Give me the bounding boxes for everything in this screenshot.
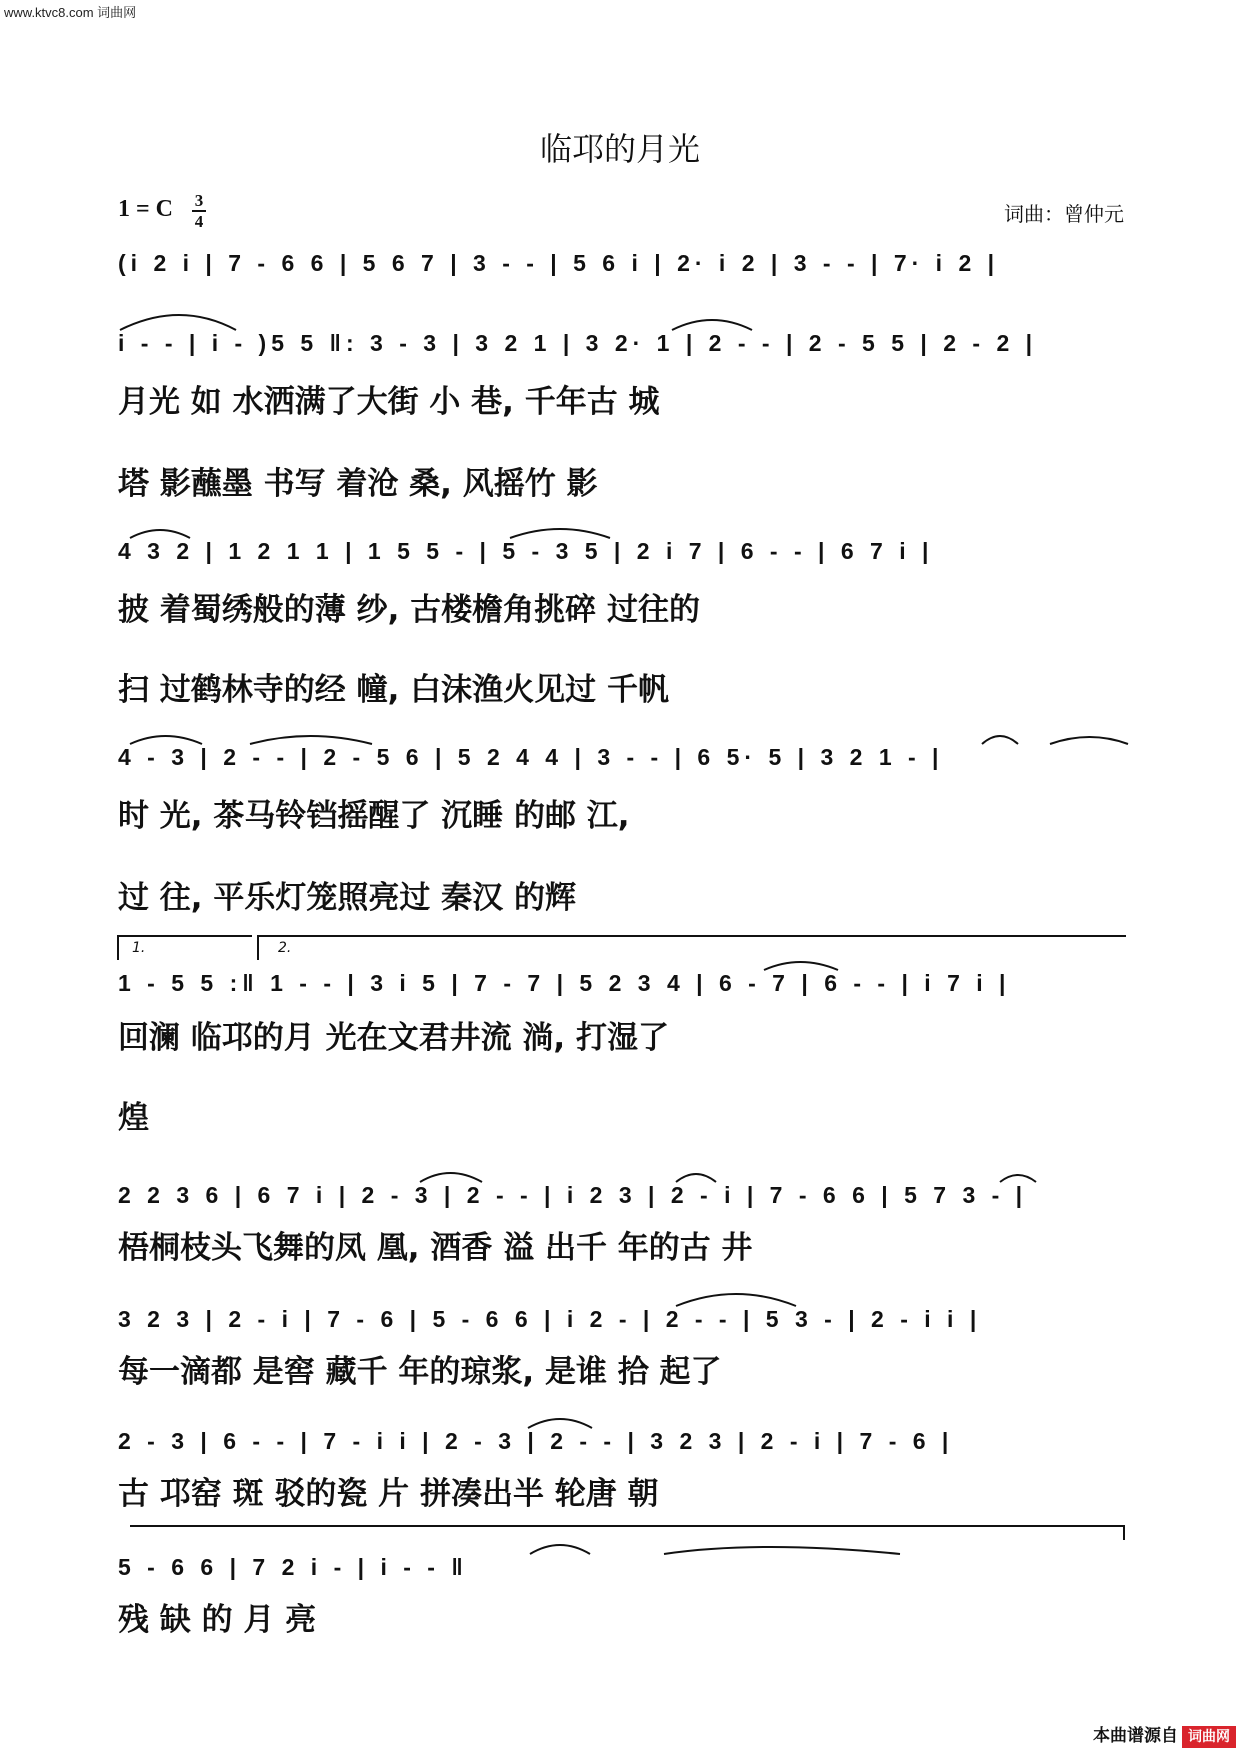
lyric-line-9: 残 缺 的 月 亮: [118, 1602, 317, 1638]
notation-line-2: i - - | i - )5 5 ‖: 3 - 3 | 3 2 1 | 3 2· 1 | 2 - - | 2 - 5 5 | 2 - 2 |: [118, 330, 1038, 356]
slur: [982, 736, 1018, 744]
key-signature: 1 = C: [118, 196, 174, 222]
slur: [130, 736, 202, 744]
volta-bracket: [258, 936, 1126, 960]
time-signature-top: 3: [194, 191, 204, 210]
lyric-line-2a: 月光 如 水洒满了大街 小 巷, 千年古 城: [118, 384, 660, 420]
slur: [120, 315, 236, 330]
notation-line-7: 3 2 3 | 2 - i | 7 - 6 | 5 - 6 6 | i 2 - | 2 - - | 5 3 - | 2 - i i |: [118, 1306, 982, 1332]
lyric-line-5a: 回澜 临邛的月 光在文君井流 淌, 打湿了: [118, 1020, 669, 1056]
notation-line-8: 2 - 3 | 6 - - | 7 - i i | 2 - 3 | 2 - - | 3 2 3 | 2 - i | 7 - 6 |: [118, 1428, 954, 1454]
slur: [420, 1173, 482, 1182]
lyric-line-4b: 过 往, 平乐灯笼照亮过 秦汉 的辉: [118, 880, 576, 916]
lyric-line-7: 每一滴都 是窖 藏千 年的琼浆, 是谁 拾 起了: [118, 1354, 722, 1390]
slur: [672, 320, 752, 330]
lyric-line-2b: 塔 影蘸墨 书写 着沧 桑, 风摇竹 影: [118, 466, 598, 502]
volta-first-ending: 1.: [132, 940, 146, 956]
coda-bracket: [130, 1526, 1124, 1540]
slur: [528, 1419, 592, 1428]
slur: [676, 1174, 716, 1182]
song-title: 临邛的月光: [539, 130, 700, 168]
notation-line-9: 5 - 6 6 | 7 2 i - | i - - ‖: [118, 1554, 468, 1580]
notation-line-3: 4 3 2 | 1 2 1 1 | 1 5 5 - | 5 - 3 5 | 2 i 7 | 6 - - | 6 7 i |: [118, 538, 934, 564]
volta-second-ending: 2.: [278, 940, 292, 956]
slur: [130, 530, 190, 538]
slur: [764, 962, 838, 970]
source-caption: 本曲谱源自: [1093, 1726, 1178, 1746]
notation-line-1: (i 2 i | 7 - 6 6 | 5 6 7 | 3 - - | 5 6 i | 2· i 2 | 3 - - | 7· i 2 |: [118, 250, 1000, 276]
site-badge[interactable]: 词曲网: [1182, 1726, 1236, 1748]
slur: [676, 1294, 796, 1306]
slur: [1050, 737, 1128, 744]
notation-line-4: 4 - 3 | 2 - - | 2 - 5 6 | 5 2 4 4 | 3 - - | 6 5· 5 | 3 2 1 - |: [118, 744, 944, 770]
slur: [250, 736, 372, 744]
slur: [530, 1545, 590, 1554]
slur: [664, 1547, 900, 1554]
lyric-line-5b: 煌: [118, 1100, 149, 1136]
lyric-line-3b: 扫 过鹤林寺的经 幢, 白沫渔火见过 千帆: [118, 672, 669, 708]
lyric-line-8: 古 邛窑 斑 驳的瓷 片 拼凑出半 轮唐 朝: [118, 1476, 659, 1512]
site-watermark: www.ktvc8.com 词曲网: [4, 5, 137, 20]
composer-credit: 词曲：曾仲元: [1004, 202, 1124, 226]
notation-line-5: 1 - 5 5 :‖ 1 - - | 3 i 5 | 7 - 7 | 5 2 3 4 | 6 - 7 | 6 - - | i 7 i |: [118, 970, 1011, 996]
slur: [510, 529, 610, 538]
time-signature-bottom: 4: [194, 212, 204, 231]
lyric-line-6: 梧桐枝头飞舞的凤 凰, 酒香 溢 出千 年的古 井: [118, 1230, 753, 1266]
lyric-line-4a: 时 光, 茶马铃铛摇醒了 沉睡 的邮 江,: [118, 798, 630, 834]
volta-bracket: [118, 936, 252, 960]
lyric-line-3a: 披 着蜀绣般的薄 纱, 古楼檐角挑碎 过往的: [118, 592, 700, 628]
slur: [1000, 1175, 1036, 1182]
notation-line-6: 2 2 3 6 | 6 7 i | 2 - 3 | 2 - - | i 2 3 | 2 - i | 7 - 6 6 | 5 7 3 - |: [118, 1182, 1028, 1208]
